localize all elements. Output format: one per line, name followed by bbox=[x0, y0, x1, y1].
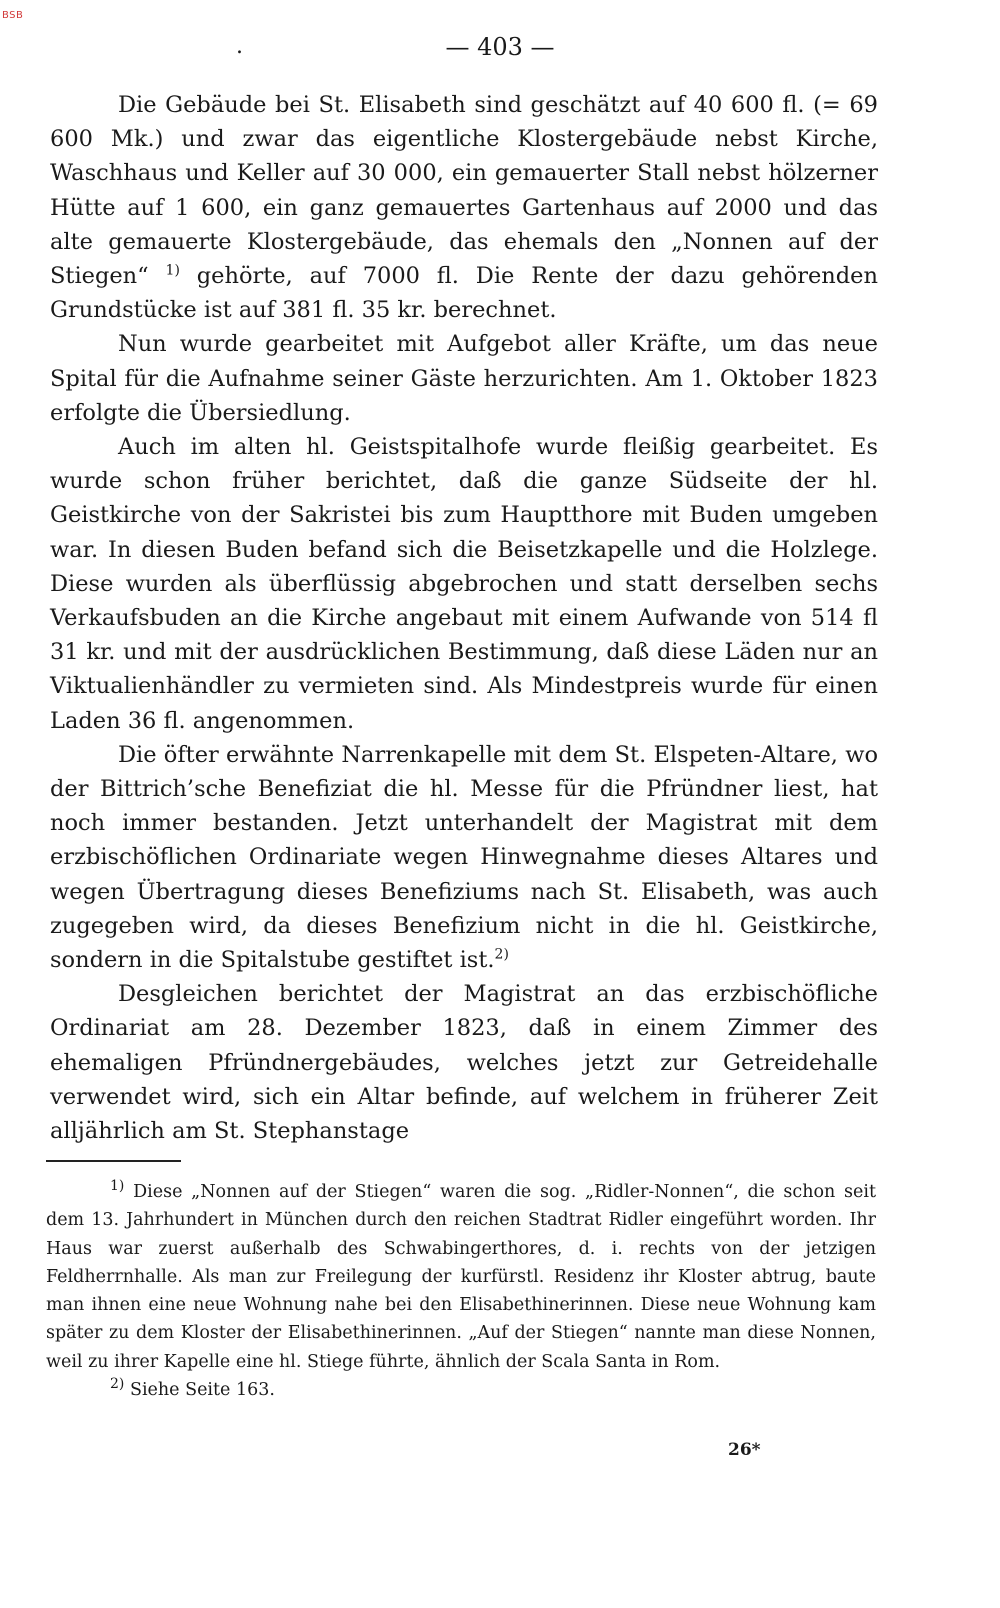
paragraph-buildings bbox=[50, 88, 878, 327]
footnotes bbox=[46, 1178, 876, 1404]
paragraph-ordinariate bbox=[50, 977, 878, 1148]
footnote bbox=[46, 1376, 876, 1404]
footnote-text: Siehe Seite 163. bbox=[129, 1380, 275, 1401]
footnote-mark: 2) bbox=[110, 1376, 125, 1393]
paragraph-text: Auch im alten hl. Geistspitalhofe wurde fleißig gearbeitet. Es wurde schon früher berichtet, daß die ganze Südseite der hl. Geistkirche von der Sakristei bis zum Hauptthore mit Buden umgeben war. In diesen Buden befand sich die Beisetzkapelle und die Holzlege. Diese wurden als überflüssig abgebrochen und statt derselben sechs Verkaufsbuden an die Kirche angebaut mit einem Aufwande von 514 fl 31 kr. und mit der ausdrücklichen Bestimmung, daß diese Läden nur an Viktualienhändler zu vermieten sind. Als Mindestpreis wurde für einen Laden 36 fl. angenommen. bbox=[50, 434, 878, 734]
main-text bbox=[50, 88, 878, 1148]
paragraph-text: Die Gebäude bei St. Elisabeth sind geschätzt auf 40 600 fl. (= 69 600 Mk.) und zwar das eigentliche Klostergebäude nebst Kirche, Waschhaus und Keller auf 30 000, ein gemauerter Stall nebst hölzerner Hütte auf 1 600, ein ganz gemauertes Gartenhaus auf 2000 und das alte gemauerte Klostergebäude, das ehemals den „Nonnen auf der Stiegen“ bbox=[50, 92, 878, 290]
footnote bbox=[46, 1178, 876, 1376]
paragraph-text: Nun wurde gearbeitet mit Aufgebot aller Kräfte, um das neue Spital für die Aufnahme seiner Gäste herzurichten. Am 1. Oktober 1823 erfolgte die Übersiedlung. bbox=[50, 331, 878, 426]
paragraph-move bbox=[50, 327, 878, 430]
footnote-text: Diese „Nonnen auf der Stiegen“ waren die sog. „Ridler-Nonnen“, die schon seit dem 13. Jahrhundert in München durch den reichen Stadtrat Ridler eingeführt worden. Ihr Haus war zuerst außerhalb des Schwabingerthores, d. i. rechts von der jetzigen Feldherrnhalle. Als man zur Freilegung der kurfürstl. Residenz ihr Kloster abtrug, baute man ihnen eine neue Wohnung nahe bei den Elisabethinerinnen. Diese neue Wohnung kam später zu dem Kloster der Elisabethinerinnen. „Auf der Stiegen“ nannte man diese Nonnen, weil zu ihrer Kapelle eine hl. Stiege führte, ähnlich der Scala Santa in Rom. bbox=[46, 1182, 876, 1372]
paragraph-text: gehörte, auf 7000 fl. Die Rente der dazu gehörenden Grundstücke ist auf 381 fl. 35 kr. berechnet. bbox=[50, 263, 878, 324]
signature-mark: 26* bbox=[728, 1440, 761, 1460]
footnote-ref: 1) bbox=[165, 262, 180, 279]
paragraph-chapel bbox=[50, 738, 878, 977]
paragraph-old-hospital bbox=[50, 430, 878, 738]
paragraph-text: Die öfter erwähnte Narrenkapelle mit dem St. Elspeten-Altare, wo der Bittrich’sche Benefiziat die hl. Messe für die Pfründner liest, hat noch immer bestanden. Jetzt unterhandelt der Magistrat mit dem erzbischöflichen Ordinariate wegen Hinwegnahme dieses Altares und wegen Übertragung dieses Benefiziums nach St. Elisabeth, was auch zugegeben wird, da dieses Benefizium nicht in die hl. Geistkirche, sondern in die Spitalstube gestiftet ist. bbox=[50, 741, 878, 974]
footnote-divider bbox=[46, 1160, 181, 1162]
library-watermark: BSB bbox=[2, 10, 24, 21]
page-number: — 403 — bbox=[445, 33, 555, 61]
paragraph-text: Desgleichen berichtet der Magistrat an das erzbischöfliche Ordinariat am 28. Dezember 1823, daß in einem Zimmer des ehemaligen Pfründnergebäudes, welches jetzt zur Getreidehalle verwendet wird, sich ein Altar befinde, auf welchem in früherer Zeit alljährlich am St. Stephanstage bbox=[50, 981, 878, 1145]
page-header bbox=[0, 32, 1000, 62]
header-dot: . bbox=[236, 34, 243, 59]
footnote-mark: 1) bbox=[110, 1178, 125, 1195]
footnote-ref: 2) bbox=[494, 946, 509, 963]
